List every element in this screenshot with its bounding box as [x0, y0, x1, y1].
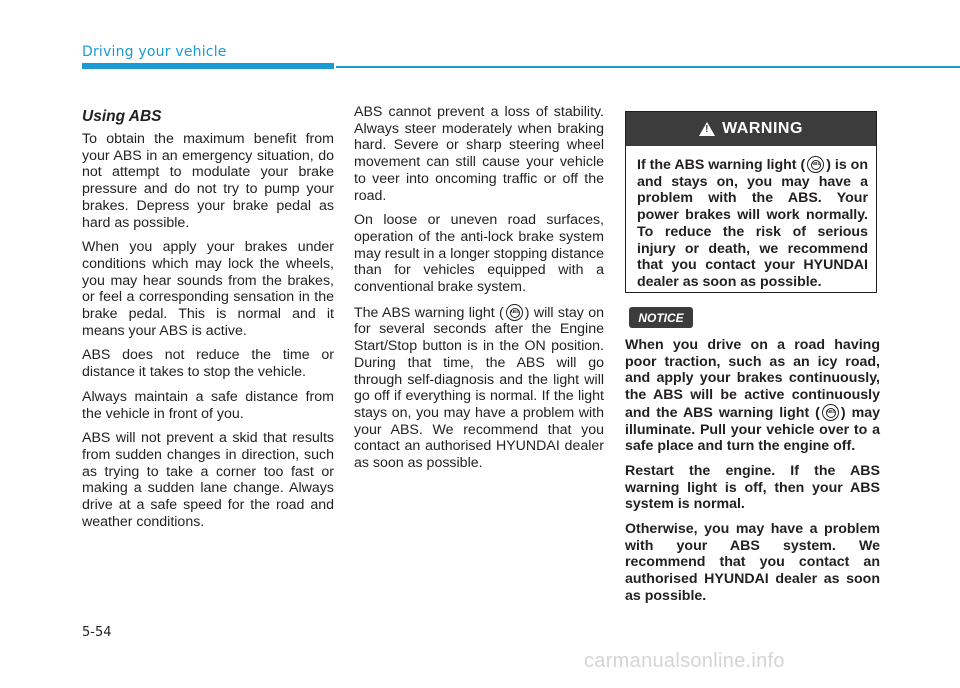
page-number: 5-54 [82, 625, 112, 640]
column1-paragraph: When you apply your brakes under conditions which may lock the wheels, you may hear sounds from the brakes, or feel a corresponding sensation in the brake pedal. This is normal and it means your ABS is active. [82, 239, 334, 339]
warning-title: WARNING [722, 120, 803, 137]
warning-text: ) is on and stays on, you may have a problem with the ABS. Your power brakes will work normally. To reduce the risk of serious injury or death, we recommend that you contact your HYUNDAI dealer as soon as possible. [637, 157, 868, 290]
notice-paragraph: Otherwise, you may have a problem with your ABS system. We recommend that you contact an authorised HYUNDAI dealer as soon as possible. [625, 521, 880, 604]
column1-paragraph: To obtain the maximum benefit from your ABS in an emergency situation, do not attempt to modulate your brake pressure and do not try to pump your brakes. Depress your brake pedal as hard as possible. [82, 131, 334, 231]
warning-box [625, 111, 877, 293]
notice-paragraph: Restart the engine. If the ABS warning light is off, then your ABS system is normal. [625, 462, 880, 513]
column2-paragraph: ABS cannot prevent a loss of stability. Always steer moderately when braking hard. Severe or sharp steering wheel movement can still cause your vehicle to veer into oncoming traffic or off the road. [354, 104, 604, 204]
notice-paragraph [625, 337, 880, 455]
column1 [82, 131, 334, 538]
column1-paragraph: ABS will not prevent a skid that results from sudden changes in direction, such as trying to take a corner too fast or making a sudden lane change. Always drive at a safe speed for the road and weather conditions. [82, 430, 334, 530]
warning-triangle-icon [699, 122, 715, 136]
column2-paragraph: On loose or uneven road surfaces, operation of the anti-lock brake system may result in a longer stopping distance than for vehicles equipped with a conventional brake system. [354, 212, 604, 296]
abs-warning-light-icon [807, 156, 824, 173]
notice-badge: NOTICE [629, 307, 693, 328]
column2 [354, 104, 604, 480]
warning-text: If the ABS warning light ( [637, 157, 806, 173]
watermark: carmanualsonline.info [584, 650, 785, 672]
header-rule-thick [82, 63, 334, 69]
abs-warning-light-icon [822, 404, 839, 421]
section-title: Driving your vehicle [82, 44, 227, 60]
column2-text: ) will stay on for several seconds after the Engine Start/Stop button is in the ON position. During that time, the ABS will go through self-diagnosis and the light will go off if everything is normal. If the light stays on, you may have a problem with your ABS. We recommend that you contact an authorised HYUNDAI dealer as soon as possible. [354, 304, 604, 472]
header-rule-thin [336, 66, 960, 68]
warning-body [626, 146, 876, 291]
warning-header [626, 112, 876, 146]
column2-text: The ABS warning light ( [354, 304, 504, 321]
column1-heading: Using ABS [82, 108, 162, 125]
notice-text: ) may illuminate. Pull your vehicle over to a safe place and turn the engine off. [625, 404, 880, 455]
notice-text: When you drive on a road having poor traction, such as an icy road, and apply your brakes continuously, the ABS will be active continuously and the ABS warning light ( [625, 337, 880, 421]
notice-content [625, 337, 880, 613]
column2-paragraph [354, 304, 604, 472]
column1-paragraph: ABS does not reduce the time or distance it takes to stop the vehicle. [82, 347, 334, 381]
abs-warning-light-icon [506, 304, 523, 321]
column1-paragraph: Always maintain a safe distance from the vehicle in front of you. [82, 388, 334, 422]
